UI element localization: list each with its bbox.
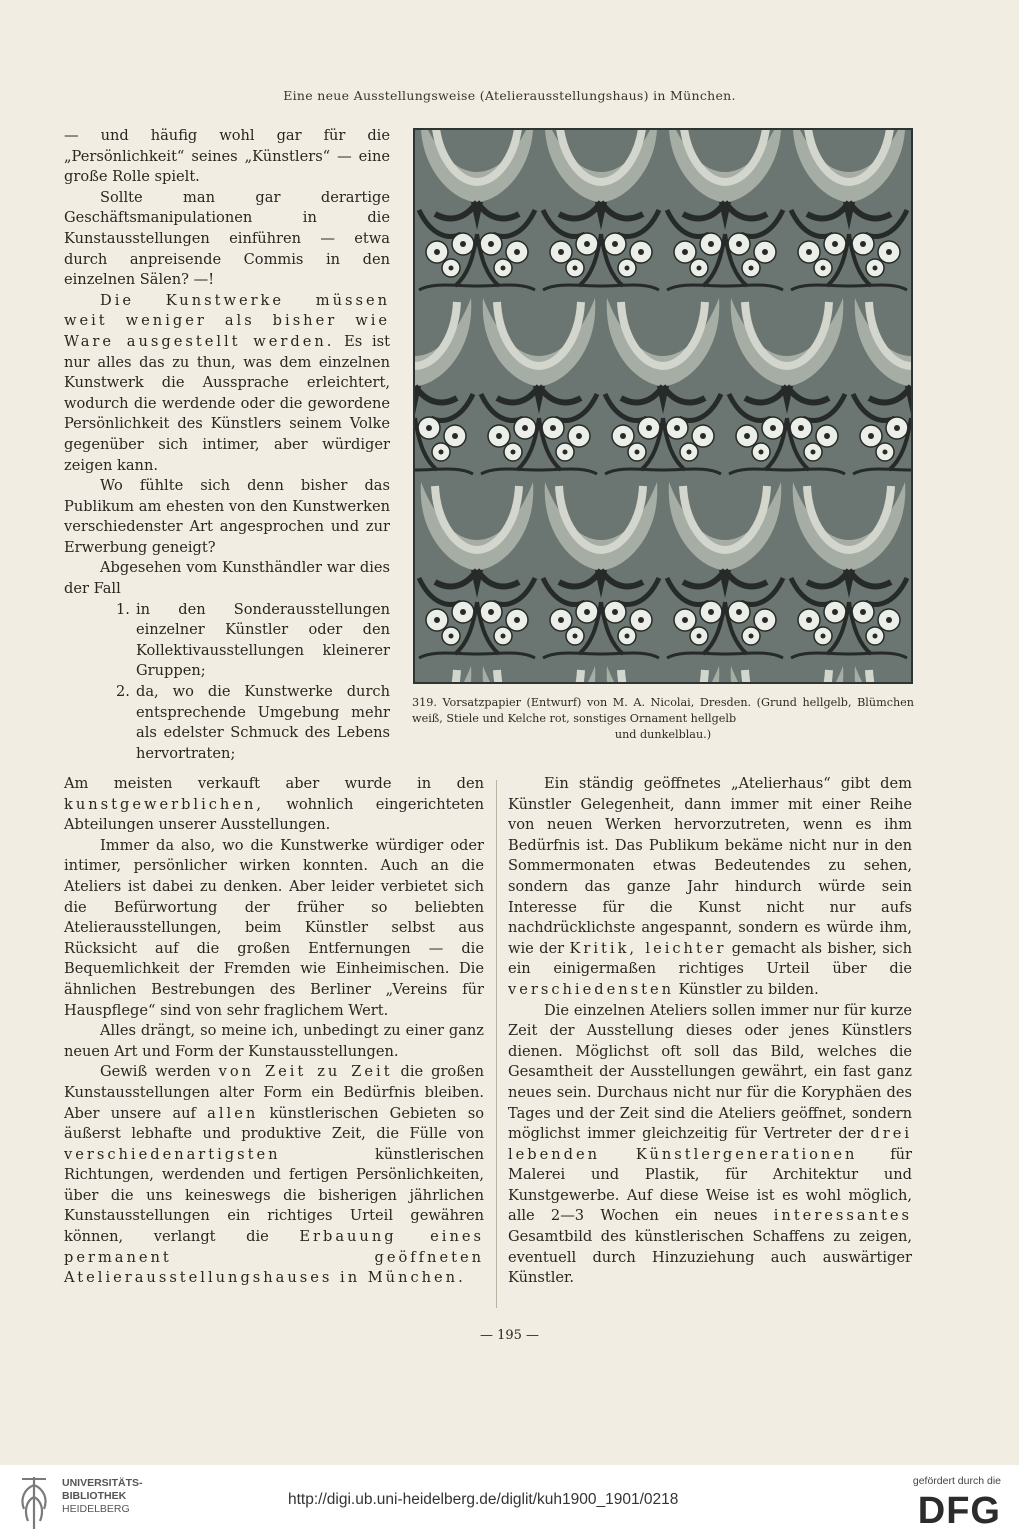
list-number: 1. (116, 600, 130, 618)
paragraph: — und häufig wohl gar für die „Persönlichkeit“ seines „Künstlers“ — eine große Rolle spielt. (64, 127, 390, 186)
text-run: Es ist nur alles das zu thun, was dem einzelnen Kunstwerk die Aussprache erleichtert, wodurch die werdende oder die gewordene Persönlichkeit des Künstlers seinem Volke gegenüber sich intimer, aber würdiger zeigen kann. (64, 332, 390, 474)
left-column-top (64, 126, 390, 764)
library-name (62, 1477, 143, 1516)
spaced-emphasis: kunstgewerblichen, (64, 795, 265, 813)
text-run: künstlerischen Gebieten so äußerst lebhafte und produktive Zeit, die Fülle von (64, 1104, 485, 1143)
left-column-bottom (64, 774, 484, 1289)
paragraph: Abgesehen vom Kunsthändler war dies der Fall (64, 559, 390, 598)
paragraph: Sollte man gar derartige Geschäftsmanipulationen in die Kunstausstellungen einführen — etwa durch anpreisende Commis in den einzelnen Sälen? —! (64, 188, 390, 289)
dfg-logo: DFG (917, 1490, 1001, 1532)
permalink-url[interactable]: http://digi.ub.uni-heidelberg.de/diglit/kuh1900_1901/0218 (288, 1491, 679, 1508)
text-run: Ein ständig geöffnetes „Atelierhaus“ gibt dem Künstler Gelegenheit, dann immer mit einer Reihe von neuen Werken hervorzutreten, wenn es ihm Bedürfnis ist. Das Publikum bekäme nicht nur in den Sommermonaten etwas Bedeutendes zu sehen, sondern das ganze Jahr hindurch würde sein Interesse für die Kunst nicht nur aufs nachdrücklichste angespannt, sondern es würde ihm, wie der (508, 775, 912, 957)
text-run: Gesamtbild des künstlerischen Schaffens zu zeigen, eventuell durch Hinzuziehung auch auswärtiger Künstler. (508, 1228, 912, 1287)
sponsor-label: gefördert durch die (912, 1475, 1001, 1487)
list-text: da, wo die Kunstwerke durch entsprechende Umgebung mehr als edelster Schmuck des Lebens hervortraten; (136, 683, 390, 762)
text-run: wohnlich eingerichteten Abteilungen unserer Ausstellungen. (64, 795, 484, 834)
paragraph (64, 291, 390, 476)
text-run: gemacht als bisher, sich ein einigermaßen richtiges Urteil über die (508, 939, 912, 978)
paragraph: Wo fühlte sich denn bisher das Publikum am ehesten von den Kunstwerken verschiedenster Art angesprochen und zur Erwerbung geneigt? (64, 477, 390, 556)
spaced-emphasis: interessantes (773, 1207, 912, 1225)
paragraph (64, 1062, 484, 1289)
right-column-bottom (508, 774, 912, 1289)
university-library-logo-icon (14, 1475, 54, 1531)
library-name-line: HEIDELBERG (62, 1503, 130, 1515)
spaced-emphasis: Kritik, leichter (569, 939, 727, 957)
running-head: Eine neue Ausstellungsweise (Atelierausstellungshaus) in München. (283, 88, 736, 103)
spaced-emphasis: verschiedenartigsten (64, 1145, 281, 1163)
spaced-emphasis: allen (207, 1104, 259, 1122)
caption-text: 319. Vorsatzpapier (Entwurf) von M. A. Nicolai, Dresden. (Grund hellgelb, Blümchen weiß, Stiele und Kelche rot, sonstiges Ornament hellgelb (412, 696, 914, 725)
list-item (64, 682, 390, 764)
spaced-emphasis: verschiedensten (508, 980, 674, 998)
paragraph: Alles drängt, so meine ich, unbedingt zu einer ganz neuen Art und Form der Kunstausstellungen. (64, 1022, 484, 1060)
library-name-line: BIBLIOTHEK (62, 1490, 127, 1502)
text-run: Am meisten verkauft aber wurde in den (64, 775, 484, 792)
text-run: die großen Kunstausstellungen alter Form ein Bedürfnis bleiben. Aber unsere auf (64, 1063, 484, 1122)
figure-caption (412, 695, 914, 743)
spaced-emphasis: drei lebenden Künstlergenerationen (508, 1125, 912, 1163)
enumerated-list (64, 600, 390, 765)
library-name-line: UNIVERSITÄTS- (62, 1477, 143, 1489)
ornament-pattern (415, 130, 911, 682)
paragraph (508, 774, 912, 1001)
page-number: — 195 — (479, 1328, 540, 1343)
list-item (64, 600, 390, 682)
text-run: künstlerischen Richtungen, werdenden und fertigen Persönlichkeiten, über die uns keineswegs die bisherigen jährlichen Kunstausstellungen ein richtiges Urteil gewähren können, verlangt die (64, 1145, 484, 1246)
text-run: Gewiß werden (100, 1063, 219, 1081)
spaced-emphasis: Erbauung eines permanent geöffneten Atelierausstellungshauses in München. (64, 1228, 484, 1287)
spaced-emphasis: Die Kunstwerke müssen weit weniger als bisher wie Ware ausgestellt werden. (64, 291, 390, 350)
text-run: Die einzelnen Ateliers sollen immer nur für kurze Zeit der Ausstellung dieses oder jenes Künstlers dienen. Möglichst oft soll das Bild, welches die Gesamtheit der Ausstellungen gewährt, ein fast ganz neues sein. Durchaus nicht nur für die Koryphäen des Tages und der Zeit sind die Ateliers geöffnet, sondern möglichst immer gleichzeitig für Vertreter der (508, 1001, 912, 1143)
paragraph (64, 774, 484, 836)
text-run: Künstler zu bilden. (674, 980, 819, 998)
spaced-emphasis: von Zeit zu Zeit (218, 1063, 393, 1081)
caption-last-line: und dunkelblau.) (614, 728, 712, 741)
list-number: 2. (116, 683, 130, 701)
endpaper-ornament-figure (413, 128, 913, 684)
paragraph (508, 1001, 912, 1289)
column-divider (496, 780, 497, 1308)
paragraph: Immer da also, wo die Kunstwerke würdiger oder intimer, persönlicher wirken konnten. Auch an die Ateliers ist dabei zu denken. Aber leider verbietet sich die Befürwortung der früher so beliebten Atelierausstellungen, beim Künstler selbst aus Rücksicht auf die großen Entfernungen — die Bequemlichkeit der Fremden wie Einheimischen. Die ähnlichen Bestrebungen des Berliner „Vereins für Hauspflege“ sind von sehr fraglichem Wert. (64, 836, 484, 1019)
text-run: für Malerei und Plastik, für Architektur und Kunstgewerbe. Auf diese Weise ist es wohl möglich, alle 2—3 Wochen ein neues (508, 1145, 913, 1225)
list-text: in den Sonderausstellungen einzelner Künstler oder den Kollektivausstellungen kleinerer Gruppen; (136, 600, 390, 680)
digitization-footer (0, 1465, 1019, 1540)
